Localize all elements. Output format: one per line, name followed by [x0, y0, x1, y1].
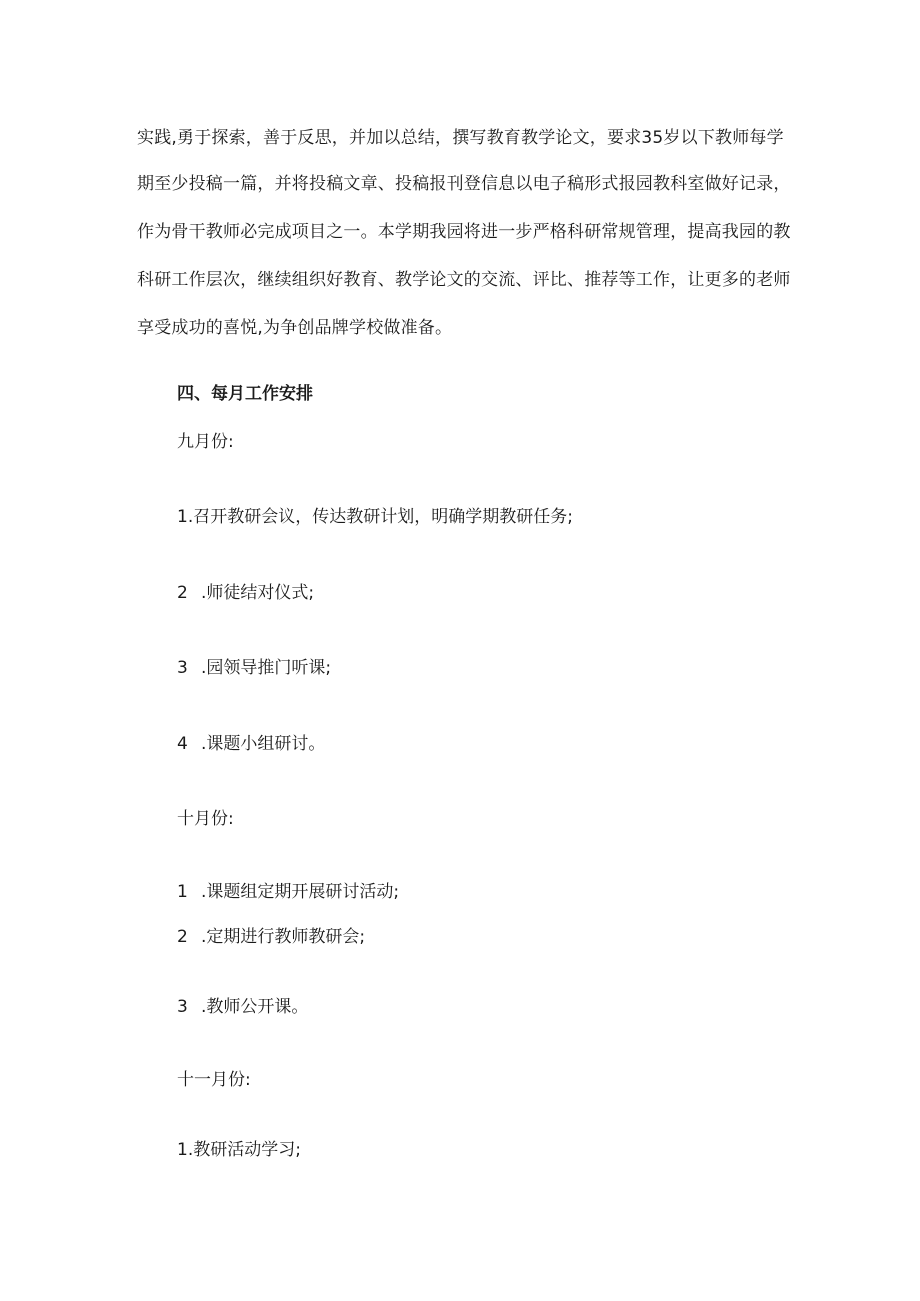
item-text: .园领导推门听课;: [201, 658, 332, 678]
section-heading: 四、每月工作安排: [177, 384, 313, 404]
month-label-october: 十月份:: [177, 809, 234, 829]
item-number: 1: [177, 882, 188, 902]
paragraph-line-3: 作为骨干教师必完成项目之一。本学期我园将进一步严格科研常规管理，提高我园的教: [137, 222, 791, 242]
month-label-september: 九月份:: [177, 432, 234, 452]
item-number: 2: [177, 583, 188, 603]
item-text: .教师公开课。: [201, 997, 309, 1017]
item-number: 2: [177, 927, 188, 947]
list-item: [177, 733, 325, 755]
list-item: [177, 926, 365, 948]
list-item: [177, 881, 399, 903]
item-number: 3: [177, 997, 188, 1017]
list-item: [177, 582, 314, 604]
item-number: 1.: [177, 1140, 194, 1160]
item-text: 教研活动学习;: [193, 1140, 301, 1160]
list-item: [177, 657, 331, 679]
paragraph-line-1: 实践,勇于探索，善于反思，并加以总结，撰写教育教学论文，要求35岁以下教师每学: [137, 128, 784, 148]
item-text: .师徒结对仪式;: [201, 583, 315, 603]
paragraph-line-5: 享受成功的喜悦,为争创品牌学校做准备。: [137, 318, 453, 338]
item-number: 4: [177, 734, 188, 754]
list-item: [177, 506, 573, 528]
paragraph-line-2: 期至少投稿一篇，并将投稿文章、投稿报刊登信息以电子稿形式报园教科室做好记录，: [137, 174, 791, 194]
item-text: .定期进行教师教研会;: [201, 927, 366, 947]
item-number: 3: [177, 658, 188, 678]
list-item: [177, 996, 308, 1018]
month-label-november: 十一月份:: [177, 1070, 251, 1090]
item-text: .课题小组研讨。: [201, 734, 326, 754]
item-text: 召开教研会议，传达教研计划，明确学期教研任务;: [193, 507, 573, 527]
paragraph-line-4: 科研工作层次，继续组织好教育、教学论文的交流、评比、推荐等工作，让更多的老师: [137, 270, 791, 290]
item-text: .课题组定期开展研讨活动;: [201, 882, 400, 902]
item-number: 1.: [177, 507, 194, 527]
list-item: [177, 1139, 301, 1161]
